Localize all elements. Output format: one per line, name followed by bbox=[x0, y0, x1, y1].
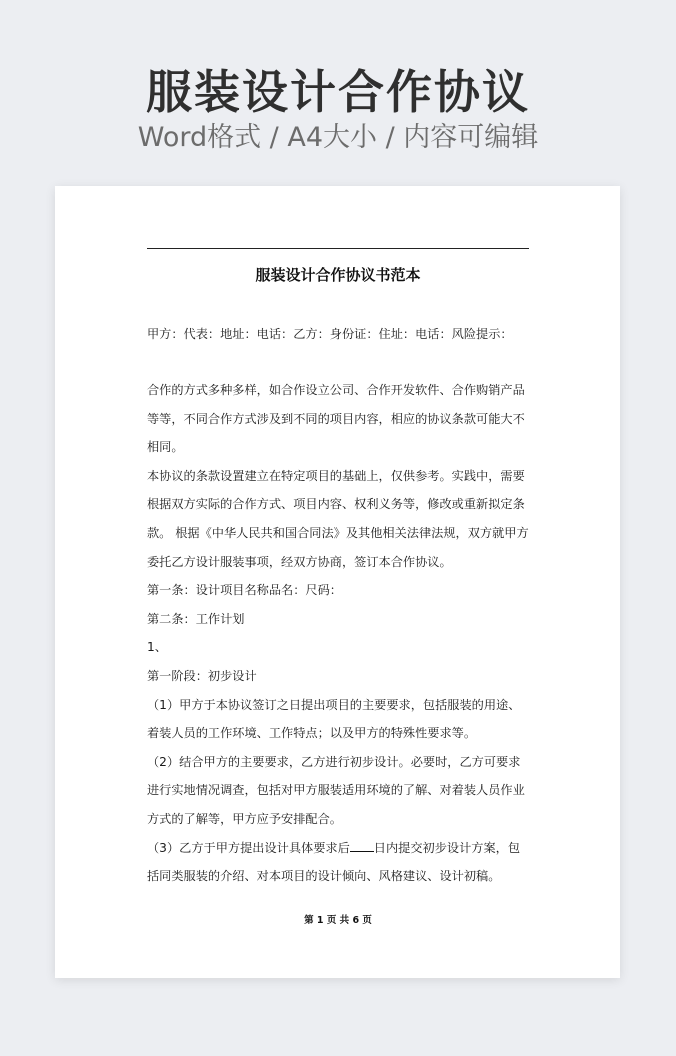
document-page bbox=[55, 186, 620, 978]
clause-1: 第一条：设计项目名称品名：尺码： bbox=[147, 583, 342, 598]
document-title: 服装设计合作协议书范本 bbox=[255, 266, 421, 284]
banner-subtitle: Word格式 / A4大小 / 内容可编辑 bbox=[137, 122, 539, 153]
item-3-start: （3）乙方于甲方提出设计具体要求后 bbox=[147, 840, 350, 855]
parties-block bbox=[147, 320, 531, 349]
item-3-end: 日内提交初步设计方案，包括同类服装的介绍、对本项目的设计倾向、风格建议、设计初稿。 bbox=[147, 840, 521, 884]
stage-heading: 第一阶段：初步设计 bbox=[147, 668, 257, 683]
blank-field[interactable] bbox=[350, 839, 374, 852]
item-2: （2）结合甲方的主要要求，乙方进行初步设计。必要时，乙方可要求进行实地情况调查，包括对甲方服装适用环境的了解、对着装人员作业方式的了解等，甲方应予安排配合。 bbox=[147, 754, 525, 826]
item-3 bbox=[147, 834, 531, 891]
document-body bbox=[147, 376, 531, 891]
parties-line: 甲方：代表：地址：电话：乙方：身份证：住址：电话：风险提示： bbox=[147, 327, 513, 341]
item-1: （1）甲方于本协议签订之日提出项目的主要要求，包括服装的用途、着装人员的工作环境、工作特点；以及甲方的特殊性要求等。 bbox=[147, 697, 521, 741]
page-number: 第 1 页 共 6 页 bbox=[304, 915, 372, 926]
header-rule bbox=[147, 248, 529, 249]
banner-title: 服装设计合作协议 bbox=[146, 65, 530, 119]
paragraph-disclaimer: 本协议的条款设置建立在特定项目的基础上，仅供参考。实践中，需要根据双方实际的合作方式、项目内容、权利义务等，修改或重新拟定条款。 根据《中华人民共和国合同法》及其他相关法律法规，双方就甲方委托乙方设计服装事项，经双方协商，签订本合作协议。 bbox=[147, 468, 529, 569]
list-number: 1、 bbox=[147, 640, 167, 655]
clause-2: 第二条：工作计划 bbox=[147, 611, 245, 626]
paragraph-intro: 合作的方式多种多样，如合作设立公司、合作开发软件、合作购销产品等等，不同合作方式涉及到不同的项目内容，相应的协议条款可能大不相同。 bbox=[147, 383, 525, 455]
